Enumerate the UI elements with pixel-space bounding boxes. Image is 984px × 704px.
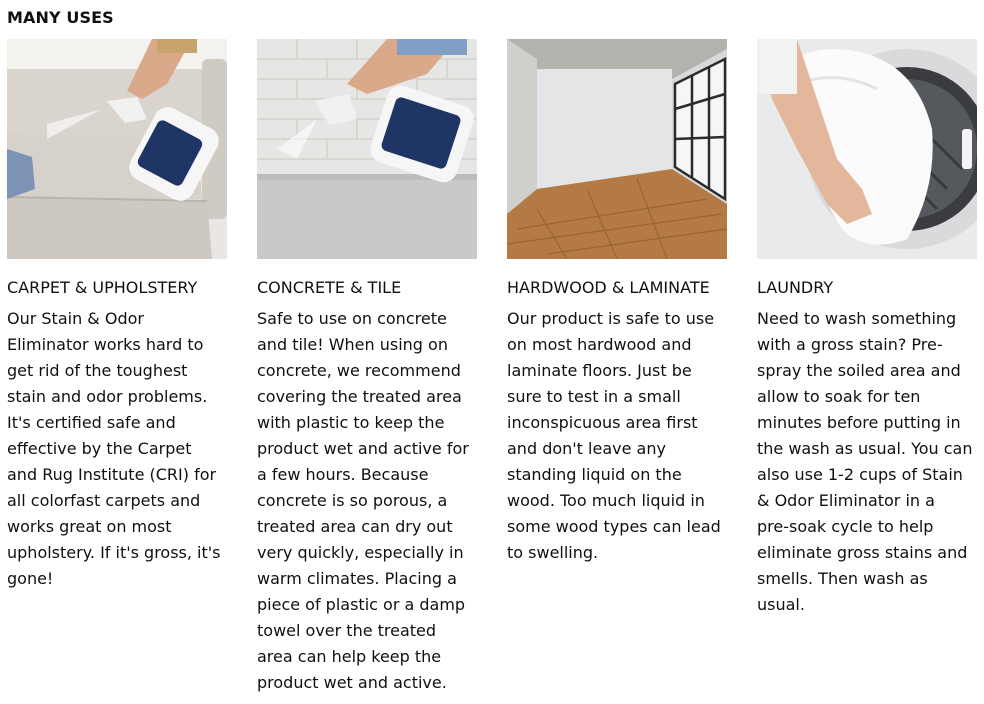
card-heading: CARPET & UPHOLSTERY [7, 278, 198, 297]
section-title: MANY USES [7, 8, 114, 27]
card-body: Our Stain & Odor Eliminator works hard to get rid of the toughest stain and odor problems. It's certified safe and effective by the Carpet and Rug Institute (CRI) for all colorfast carpets and works great on most upholstery. If it's gross, it's gone! [7, 309, 221, 588]
card-heading: LAUNDRY [757, 278, 834, 297]
use-card-carpet [7, 39, 229, 592]
carpet-upholstery-photo [7, 39, 227, 259]
concrete-tile-photo [257, 39, 477, 259]
use-card-hardwood [507, 39, 729, 566]
card-body: Need to wash something with a gross stain? Pre- spray the soiled area and allow to soak for ten minutes before putting in the wash as usual. You can also use 1-2 cups of Stain & Odor Eliminator in a pre-soak cycle to help eliminate gross stains and smells. Then wash as usual. [757, 309, 973, 614]
use-card-concrete [257, 39, 479, 696]
card-body: Safe to use on concrete and tile! When using on concrete, we recommend covering the treated area with plastic to keep the product wet and active for a few hours. Because concrete is so porous, a treated area can dry out very quickly, especially in warm climates. Placing a piece of plastic or a damp towel over the treated area can help keep the product wet and active. [257, 309, 469, 692]
card-body: Our product is safe to use on most hardwood and laminate floors. Just be sure to test in a small inconspicuous area first and don't leave any standing liquid on the wood. Too much liquid in some wood types can lead to swelling. [507, 309, 721, 562]
laundry-photo [757, 39, 977, 259]
card-heading: CONCRETE & TILE [257, 278, 402, 297]
card-heading: HARDWOOD & LAMINATE [507, 278, 710, 297]
use-card-laundry [757, 39, 979, 618]
hardwood-laminate-photo [507, 39, 727, 259]
